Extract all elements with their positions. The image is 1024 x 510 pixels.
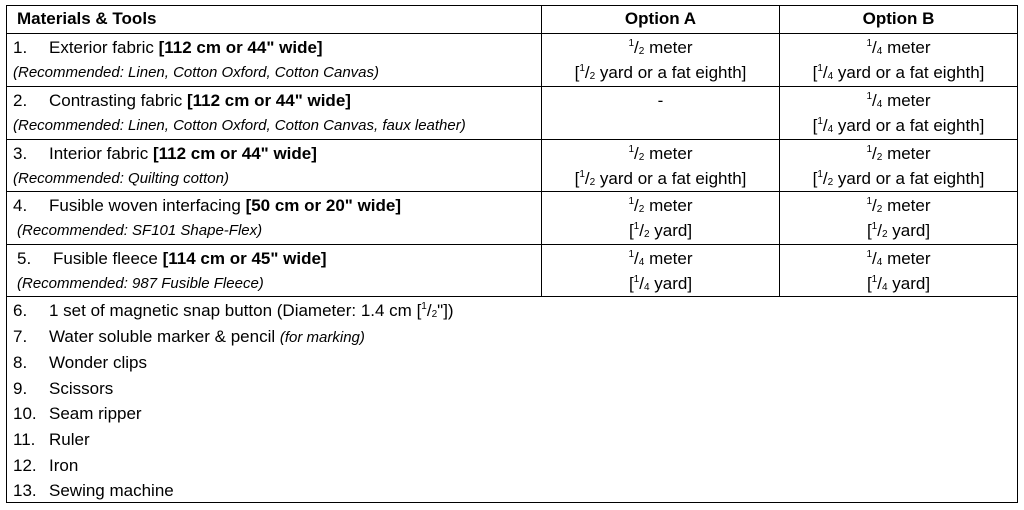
item-number: 4. (13, 196, 28, 215)
option-a-yardage: [$^1/_2$ yard] (628, 221, 693, 240)
materials-table (6, 5, 1018, 503)
item-spec: [114 cm or 45" wide] (162, 249, 327, 268)
option-a-amount: $^1/_2$ meter (628, 38, 693, 57)
item-number: 5. (17, 249, 32, 268)
material-note: (Recommended: SF101 Shape-Flex) (17, 222, 263, 239)
tool-item: 10. Seam ripper (13, 404, 142, 423)
option-b-amount: $^1/_4$ meter (866, 91, 931, 110)
item-number: 2. (13, 91, 28, 110)
tool-item: 11. Ruler (13, 430, 90, 449)
item-spec: [112 cm or 44" wide] (158, 38, 323, 57)
material-note: (Recommended: Quilting cotton) (13, 170, 229, 187)
option-b-yardage: [$^1/_2$ yard] (866, 221, 931, 240)
item-name: Interior fabric (49, 144, 149, 163)
option-a-amount: $^1/_2$ meter (628, 144, 693, 163)
item-spec: [50 cm or 20" wide] (245, 196, 402, 215)
tool-item: 12. Iron (13, 456, 79, 475)
option-b-amount: $^1/_2$ meter (866, 196, 931, 215)
tool-item: 6. 1 set of magnetic snap button (Diameter: 1.4 cm $[^1/_2"]$) (13, 301, 454, 320)
option-b-amount: $^1/_4$ meter (866, 249, 931, 268)
material-row-4 (7, 191, 1017, 245)
tool-item: 9. Scissors (13, 379, 114, 398)
material-name (13, 142, 317, 166)
material-row-5 (7, 244, 1017, 297)
tool-item: 8. Wonder clips (13, 353, 147, 372)
option-a-yardage: [$^1/_2$ yard or a fat eighth] (574, 63, 747, 82)
option-b-yardage: [$^1/_4$ yard or a fat eighth] (812, 116, 985, 135)
item-number: 3. (13, 144, 28, 163)
option-a-yardage: [$^1/_2$ yard or a fat eighth] (574, 169, 747, 188)
option-b-yardage: [$^1/_2$ yard or a fat eighth] (812, 169, 985, 188)
header-materials-tools: Materials & Tools (7, 6, 542, 33)
tool-item: 7. Water soluble marker & pencil (for marking) (13, 327, 365, 346)
option-a-amount: $^1/_2$ meter (628, 196, 693, 215)
material-name (17, 247, 327, 271)
option-b-amount: $^1/_2$ meter (866, 144, 931, 163)
item-spec: [112 cm or 44" wide] (152, 144, 317, 163)
material-name (13, 89, 351, 113)
item-name: Contrasting fabric (49, 91, 183, 110)
material-note: (Recommended: Linen, Cotton Oxford, Cotton Canvas, faux leather) (13, 117, 466, 134)
item-name: Fusible fleece (53, 249, 158, 268)
material-note: (Recommended: Linen, Cotton Oxford, Cotton Canvas) (13, 64, 380, 81)
option-b-amount: $^1/_4$ meter (866, 38, 931, 57)
header-row (7, 6, 1017, 34)
header-option-b: Option B (862, 9, 935, 28)
material-name (13, 194, 401, 218)
material-name (13, 36, 323, 60)
item-name: Exterior fabric (49, 38, 154, 57)
option-a-amount: $^1/_4$ meter (628, 249, 693, 268)
item-name: Fusible woven interfacing (49, 196, 241, 215)
material-row-1 (7, 33, 1017, 87)
item-number: 1. (13, 38, 28, 57)
option-b-yardage: [$^1/_4$ yard or a fat eighth] (812, 63, 985, 82)
option-a-amount: - (657, 91, 664, 110)
header-option-a: Option A (542, 6, 780, 33)
option-b-yardage: [$^1/_4$ yard] (866, 274, 931, 293)
material-note: (Recommended: 987 Fusible Fleece) (17, 275, 264, 292)
material-row-2 (7, 86, 1017, 140)
tools-list (7, 296, 1017, 502)
item-spec: [112 cm or 44" wide] (186, 91, 351, 110)
option-a-yardage: [$^1/_4$ yard] (628, 274, 693, 293)
material-row-3 (7, 139, 1017, 192)
tool-item: 13. Sewing machine (13, 481, 174, 500)
